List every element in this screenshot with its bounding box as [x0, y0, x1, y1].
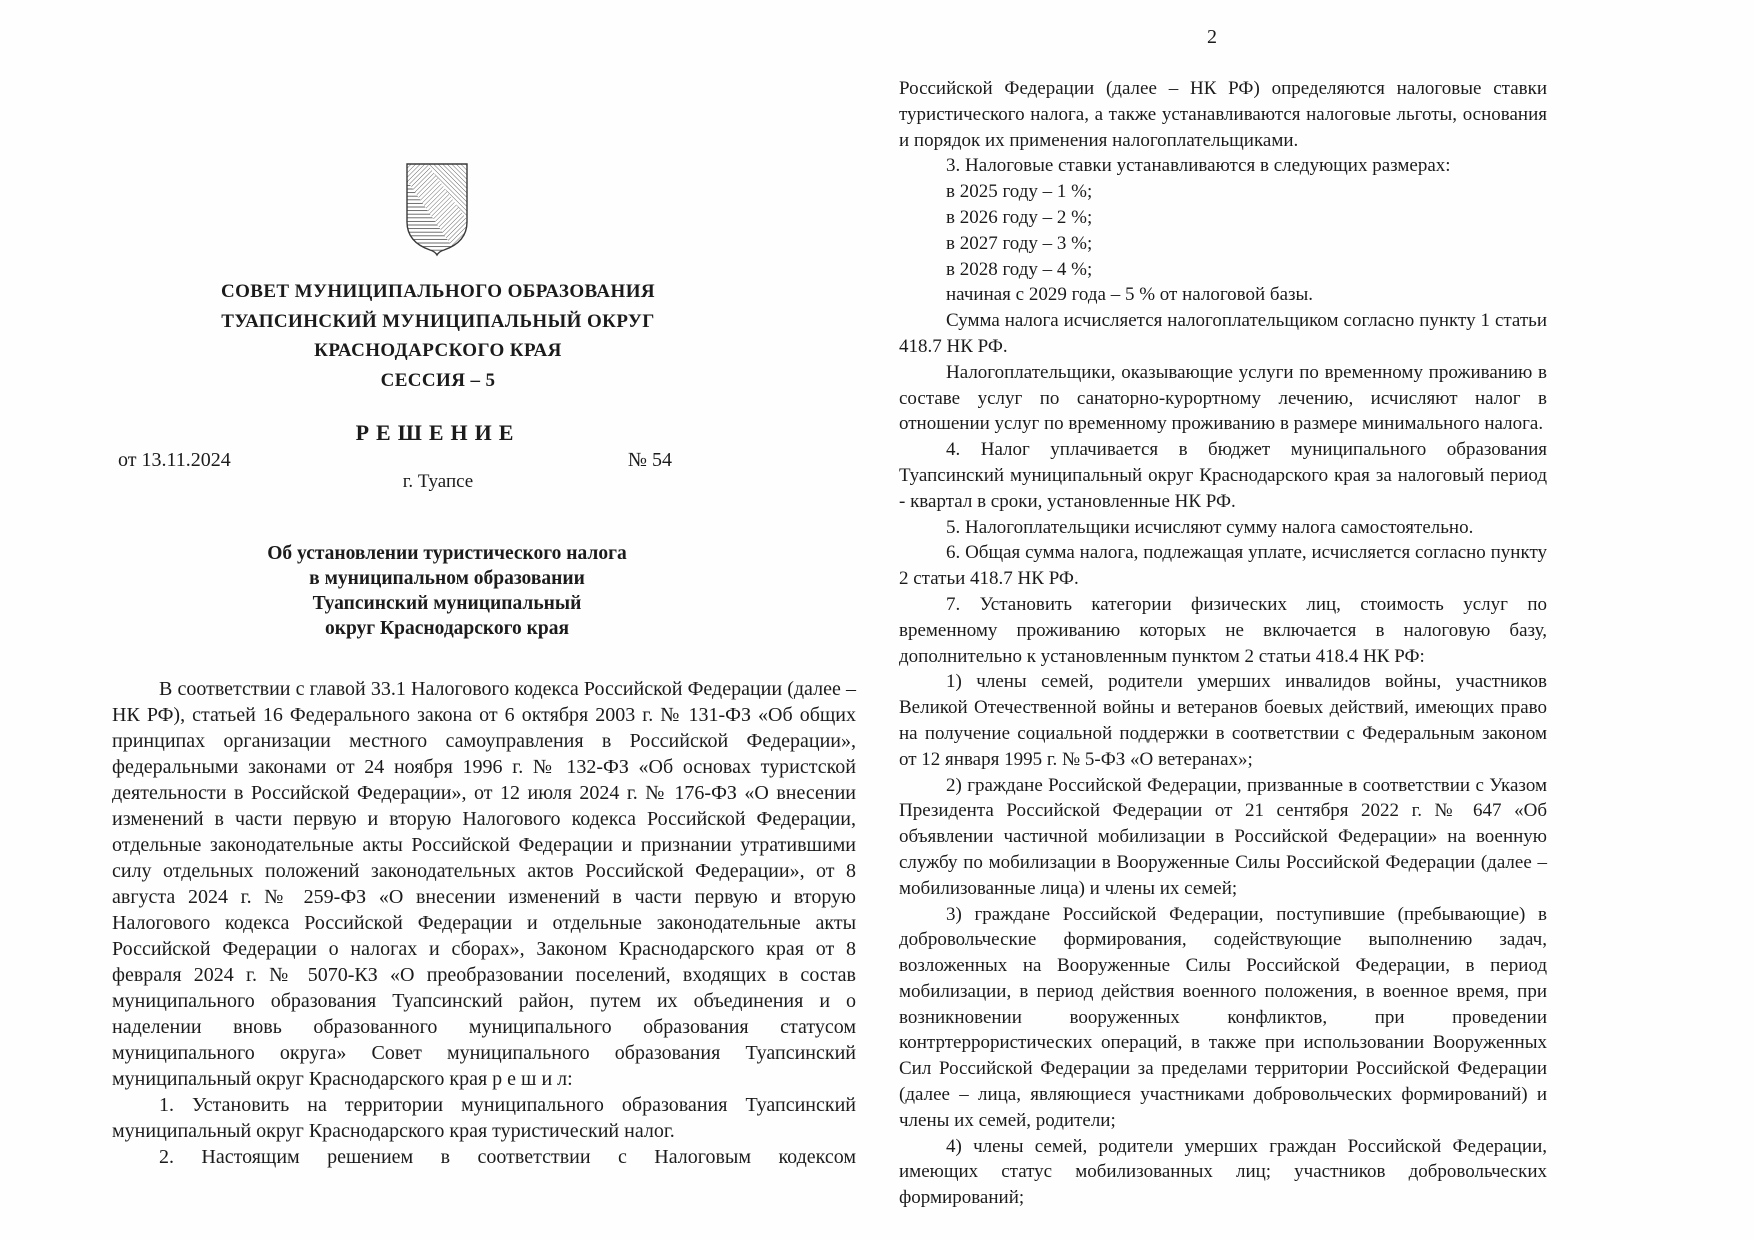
- title-line: округ Краснодарского края: [324, 618, 570, 639]
- document-number: № 54: [627, 449, 672, 471]
- document-title: [122, 541, 772, 641]
- paragraph: 2. Настоящим решением в соответствии с Налоговым кодексом: [159, 1146, 856, 1168]
- paragraph: начиная с 2029 года – 5 % от налоговой базы.: [946, 284, 1314, 306]
- paragraph: Сумма налога исчисляется налогоплательщиком согласно пункту 1 статьи 418.7 НК РФ.: [899, 310, 1547, 357]
- paragraph: 3) граждане Российской Федерации, поступившие (пребывающие) в добровольческие формирования, содействующие выполнению задач, возложенных на Вооруженные Силы Российской Федерации, в период мобилизации, в период действия военного положения, в военное время, при возникновении вооруженных конфликтов, при проведении контртеррористических операций, в также при использовании Вооруженных Сил Российской Федерации за пределами территории Российской Федерации (далее – лица, являющиеся участниками добровольческих формирований) и члены их семей, родители;: [899, 903, 1547, 1131]
- paragraph: в 2027 году – 3 %;: [946, 232, 1093, 254]
- org-line: ТУАПСИНСКИЙ МУНИЦИПАЛЬНЫЙ ОКРУГ: [221, 310, 655, 332]
- paragraph: 6. Общая сумма налога, подлежащая уплате, исчисляется согласно пункту 2 статьи 418.7 НК РФ.: [899, 542, 1547, 590]
- paragraph: 2) граждане Российской Федерации, призванные в соответствии с Указом Президента Российской Федерации от 21 сентября 2022 г. № 647 «Об объявлении частичной мобилизации в Российской Федерации» на военную службу по мобилизации в Вооруженные Силы Российской Федерации (далее – мобилизованные лица) и члены их семей;: [899, 774, 1547, 899]
- title-line: в муниципальном образовании: [309, 568, 585, 589]
- paragraph: 3. Налоговые ставки устанавливаются в следующих размерах:: [946, 155, 1451, 177]
- paragraph: Российской Федерации (далее – НК РФ) определяются налоговые ставки туристического налога, а также устанавливаются налоговые льготы, основания и порядок их применения налогоплательщиками.: [899, 78, 1547, 151]
- paragraph: 4. Налог уплачивается в бюджет муниципального образования Туапсинский муниципальный округ Краснодарского края за налоговый период - квартал в сроки, установленные НК РФ.: [899, 439, 1547, 512]
- place-of-issue: г. Туапсе: [402, 471, 474, 492]
- paragraph: 5. Налогоплательщики исчисляют сумму налога самостоятельно.: [946, 516, 1474, 538]
- issuing-authority: [112, 277, 764, 395]
- paragraph: 1) члены семей, родители умерших инвалидов войны, участников Великой Отечественной войны и ветеранов боевых действий, имеющих право на получение социальной поддержки в соответствии с Федеральным законом от 12 января 1995 г. № 5-ФЗ «О ветеранах»;: [899, 671, 1547, 770]
- date-number-line: [118, 449, 672, 472]
- paragraph: в 2025 году – 1 %;: [946, 181, 1093, 203]
- title-line: Об установлении туристического налога: [267, 543, 627, 564]
- page-2-body: [899, 76, 1547, 1211]
- org-line: СОВЕТ МУНИЦИПАЛЬНОГО ОБРАЗОВАНИЯ: [220, 281, 656, 302]
- paragraph: В соответствии с главой 33.1 Налогового кодекса Российской Федерации (далее – НК РФ), статьей 16 Федерального закона от 6 октября 2003 г. № 131-ФЗ «Об общих принципах организации местного самоуправления в Российской Федерации», федеральными законами от 24 ноября 1996 г. № 132-ФЗ «Об основах туристской деятельности в Российской Федерации», от 12 июля 2024 г. № 176-ФЗ «О внесении изменений в части первую и вторую Налогового кодекса Российской Федерации, отдельные законодательные акты Российской Федерации и признании утратившими силу отдельных положений законодательных актов Российской Федерации», от 8 августа 2024 г. № 259-ФЗ «О внесении изменений в части первую и вторую Налогового кодекса Российской Федерации и отдельные законодательные акты Российской Федерации о налогах и сборах», Законом Краснодарского края от 8 февраля 2024 г. № 5070-КЗ «О преобразовании поселений, входящих в состав муниципального образования Туапсинский район, путем их объединения и о наделении вновь образованного муниципального образования статусом муниципального округа» Совет муниципального образования Туапсинский муниципальный округ Краснодарского края р е ш и л:: [112, 678, 856, 1090]
- document-date: от 13.11.2024: [118, 449, 231, 471]
- page-number: 2: [1207, 26, 1217, 48]
- paragraph: 1. Установить на территории муниципального образования Туапсинский муниципальный округ Краснодарского края туристический налог.: [112, 1094, 856, 1142]
- document-type-heading: РЕШЕНИЕ: [355, 420, 521, 445]
- paragraph: в 2026 году – 2 %;: [946, 206, 1093, 228]
- coat-of-arms-icon: [404, 162, 470, 258]
- org-line: КРАСНОДАРСКОГО КРАЯ: [314, 340, 562, 361]
- paragraph: 7. Установить категории физических лиц, стоимость услуг по временному проживанию которых не включается в налоговую базу, дополнительно к установленным пунктом 2 статьи 418.4 НК РФ:: [899, 593, 1547, 667]
- org-line: СЕССИЯ – 5: [380, 369, 496, 391]
- title-line: Туапсинский муниципальный: [312, 593, 582, 614]
- paragraph: Налогоплательщики, оказывающие услуги по временному проживанию в составе услуг по санаторно-курортному лечению, исчисляют налог в отношении услуг по временному проживанию в размере минимального налога.: [899, 361, 1547, 435]
- page-1-body: [112, 676, 856, 1170]
- paragraph: в 2028 году – 4 %;: [946, 258, 1093, 280]
- paragraph: 4) члены семей, родители умерших граждан Российской Федерации, имеющих статус мобилизованных лиц; участников добровольческих формирований;: [899, 1135, 1547, 1209]
